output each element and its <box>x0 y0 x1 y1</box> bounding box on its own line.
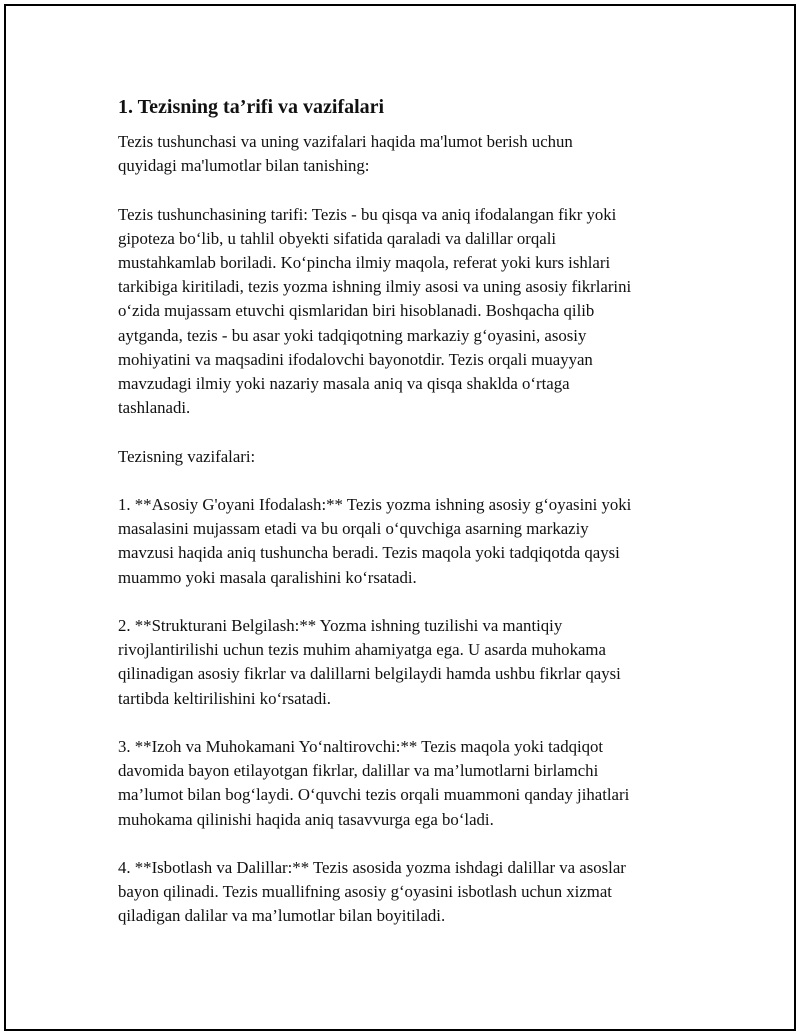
functions-heading-paragraph <box>118 445 718 469</box>
text-line: Tezisning vazifalari: <box>118 446 256 466</box>
text-line: tarkibiga kiritiladi, tezis yozma ishning ilmiy asosi va uning asosiy fikrlarini <box>118 277 632 297</box>
text-line: qiladigan dalilar va ma’lumotlar bilan boyitiladi. <box>118 906 446 926</box>
definition-paragraph <box>118 203 718 421</box>
text-line: mohiyatini va maqsadini ifodalovchi bayonotdir. Tezis orqali muayyan <box>118 349 593 369</box>
function-item-1 <box>118 493 718 590</box>
text-line: Tezis tushunchasi va uning vazifalari haqida ma'lumot berish uchun <box>118 132 573 151</box>
text-line: quyidagi ma'lumotlar bilan tanishing: <box>118 156 370 176</box>
text-line: ma’lumot bilan bog‘laydi. O‘quvchi tezis orqali muammoni qanday jihatlari <box>118 785 630 805</box>
text-line: gipoteza bo‘lib, u tahlil obyekti sifatida qaraladi va dalillar orqali <box>118 228 557 248</box>
text-line: davomida bayon etilayotgan fikrlar, dalillar va ma’lumotlarni birlamchi <box>118 761 599 781</box>
intro-paragraph <box>118 130 718 178</box>
document-body <box>118 92 718 929</box>
function-item-2 <box>118 614 718 711</box>
paragraph-spacer <box>118 832 718 856</box>
text-line: muhokama qilinishi haqida aniq tasavvurga ega bo‘ladi. <box>118 809 494 829</box>
text-line: bayon qilinadi. Tezis muallifning asosiy g‘oyasini isbotlash uchun xizmat <box>118 882 612 902</box>
paragraph-spacer <box>118 590 718 614</box>
text-line: mustahkamlab boriladi. Ko‘pincha ilmiy maqola, referat yoki kurs ishlari <box>118 253 611 272</box>
function-item-3 <box>118 735 718 832</box>
document-page <box>4 4 796 1031</box>
text-line: tartibda keltirilishini ko‘rsatadi. <box>118 688 331 708</box>
text-line: 3. **Izoh va Muhokamani Yo‘naltirovchi:** Tezis maqola yoki tadqiqot <box>118 737 604 756</box>
text-line: qilinadigan asosiy fikrlar va dalillarni belgilaydi hamda ushbu fikrlar qaysi <box>118 664 621 684</box>
text-line: 4. **Isbotlash va Dalillar:** Tezis asosida yozma ishdagi dalillar va asoslar <box>118 858 626 877</box>
paragraph-spacer <box>118 178 718 202</box>
text-line: 2. **Strukturani Belgilash:** Yozma ishning tuzilishi va mantiqiy <box>118 616 563 635</box>
paragraph-spacer <box>118 420 718 444</box>
function-item-4 <box>118 856 718 929</box>
text-line: tashlanadi. <box>118 398 191 418</box>
text-line: rivojlantirilishi uchun tezis muhim ahamiyatga ega. U asarda muhokama <box>118 640 606 660</box>
text-line: mavzudagi ilmiy yoki nazariy masala aniq va qisqa shaklda o‘rtaga <box>118 374 570 394</box>
text-line: aytganda, tezis - bu asar yoki tadqiqotning markaziy g‘oyasini, asosiy <box>118 325 587 345</box>
text-line: o‘zida mujassam etuvchi qismlaridan biri hisoblanadi. Boshqacha qilib <box>118 301 595 321</box>
text-line: Tezis tushunchasining tarifi: Tezis - bu qisqa va aniq ifodalangan fikr yoki <box>118 204 617 224</box>
paragraph-spacer <box>118 711 718 735</box>
text-line: muammo yoki masala qaralishini ko‘rsatadi. <box>118 567 417 587</box>
text-line: masalasini mujassam etadi va bu orqali o‘quvchiga asarning markaziy <box>118 519 589 539</box>
text-line: mavzusi haqida aniq tushuncha beradi. Tezis maqola yoki tadqiqotda qaysi <box>118 543 620 563</box>
text-line: 1. **Asosiy G'oyani Ifodalash:** Tezis yozma ishning asosiy g‘oyasini yoki <box>118 495 632 514</box>
paragraph-spacer <box>118 469 718 493</box>
section-title: 1. Tezisning ta’rifi va vazifalari <box>118 96 385 118</box>
